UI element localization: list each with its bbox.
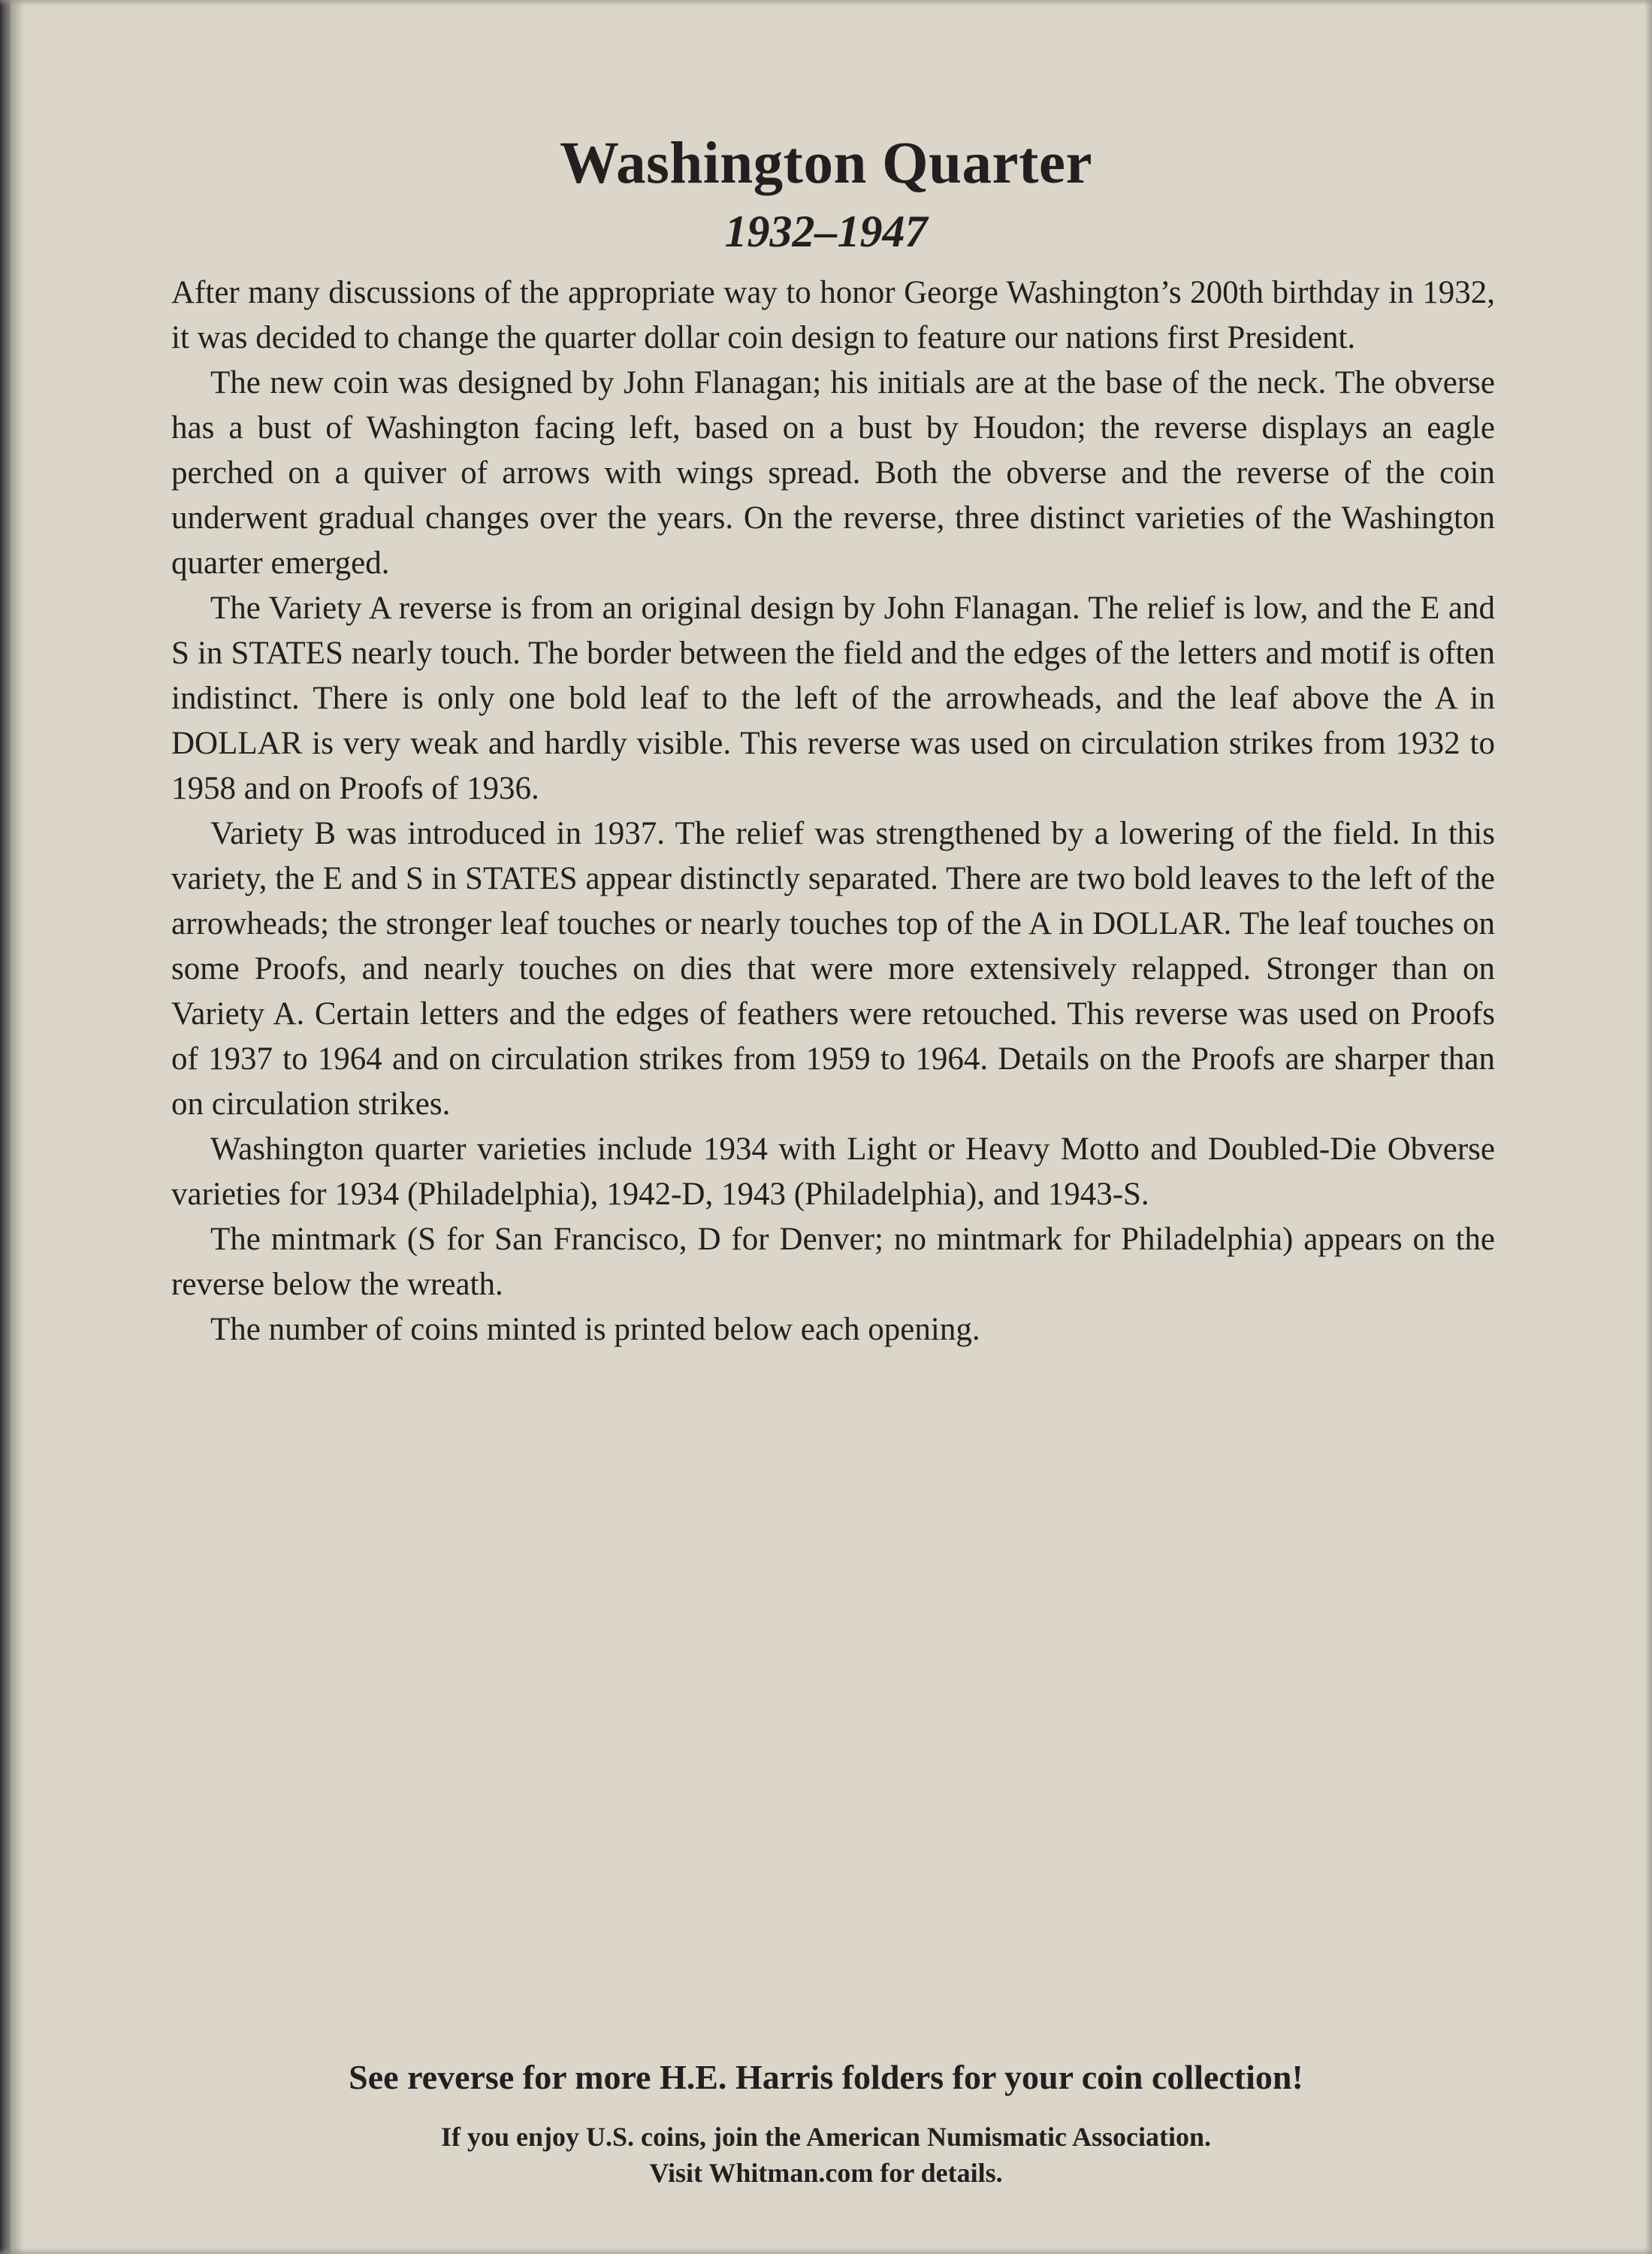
right-edge-shadow [1644,0,1652,2254]
ana-notice-line-1: If you enjoy U.S. coins, join the American Numismatic Association. [441,2122,1211,2152]
description-body [171,270,1495,1352]
paragraph-varieties: Washington quarter varieties include 1934 with Light or Heavy Motto and Doubled-Die Obverse varieties for 1934 (Philadelphia), 1942-D, 1943 (Philadelphia), and 1943-S. [171,1132,1495,1212]
spine-shadow [11,0,24,2254]
paragraph-variety-a: The Variety A reverse is from an original design by John Flanagan. The relief is low, and the E and S in STATES nearly touch. The border between the field and the edges of the letters and motif is often indistinct. There is only one bold leaf to the left of the arrowheads, and the leaf above the A in DOLLAR is very weak and hardly visible. This reverse was used on circulation strikes from 1932 to 1958 and on Proofs of 1936. [171,591,1495,806]
paragraph-variety-b: Variety B was introduced in 1937. The relief was strengthened by a lowering of the field. In this variety, the E and S in STATES appear distinctly separated. There are two bold leaves to the left of the arrowheads; the stronger leaf touches or nearly touches top of the A in DOLLAR. The leaf touches on some Proofs, and nearly touches on dies that were more extensively relapped. Stronger than on Variety A. Certain letters and the edges of feathers were retouched. This reverse was used on Proofs of 1937 to 1964 and on circulation strikes from 1959 to 1964. Details on the Proofs are sharper than on circulation strikes. [171,816,1495,1122]
ana-notice [0,2119,1652,2191]
page-title: Washington Quarter [559,131,1093,196]
paragraph-intro: After many discussions of the appropriate way to honor George Washington’s 200th birthday in 1932, it was decided to change the quarter dollar coin design to feature our nations first President. [171,275,1495,355]
ana-notice-line-2: Visit Whitman.com for details. [649,2158,1003,2188]
paragraph-mintage-note: The number of coins minted is printed below each opening. [210,1312,980,1347]
paragraph-mintmark: The mintmark (S for San Francisco, D for Denver; no mintmark for Philadelphia) appears on the reverse below the wreath. [171,1222,1495,1302]
promo-line: See reverse for more H.E. Harris folders for your coin collection! [349,2058,1303,2096]
top-edge-shadow [0,0,1652,6]
date-range-subtitle: 1932–1947 [724,207,928,256]
folder-spine [0,0,11,2254]
paragraph-designer: The new coin was designed by John Flanagan; his initials are at the base of the neck. The obverse has a bust of Washington facing left, based on a bust by Houdon; the reverse displays an eagle perched on a quiver of arrows with wings spread. Both the obverse and the reverse of the coin underwent gradual changes over the years. On the reverse, three distinct varieties of the Washington quarter emerged. [171,365,1495,581]
bottom-edge-shadow [0,2248,1652,2254]
